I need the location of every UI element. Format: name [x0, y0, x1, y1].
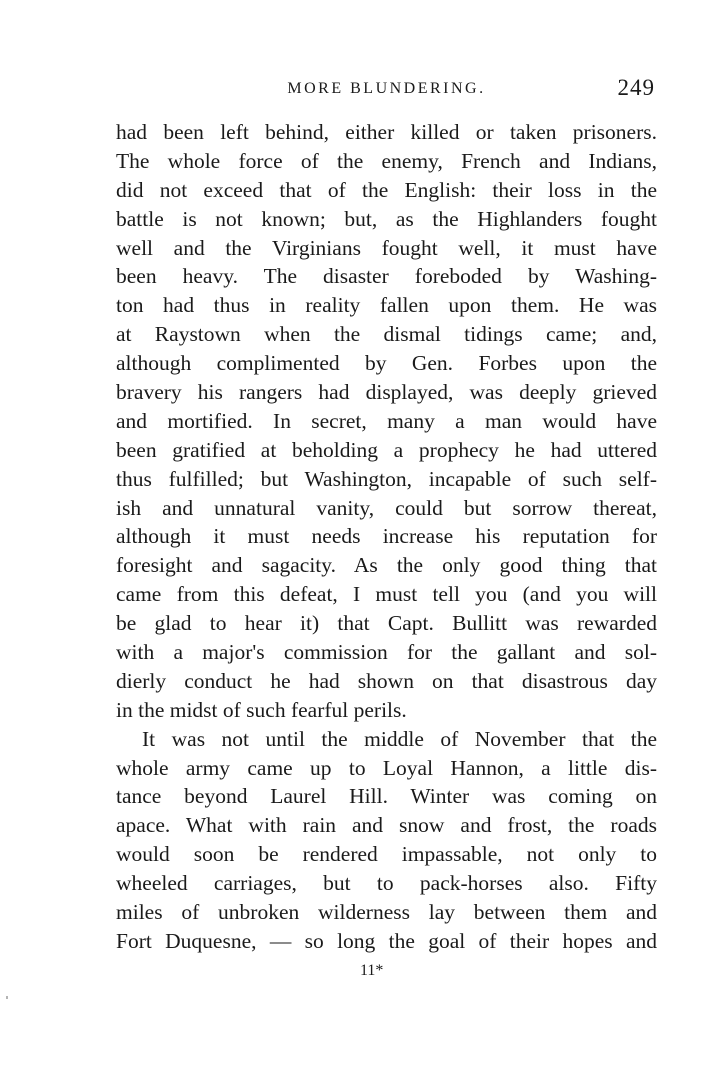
running-head: MORE BLUNDERING.: [287, 80, 486, 97]
text-line: thus fulfilled; but Washington, incapable of such self-: [116, 466, 657, 491]
text-line: The whole force of the enemy, French and Indians,: [116, 148, 657, 173]
text-line: been gratified at beholding a prophecy he had uttered: [116, 437, 657, 462]
text-line: had been left behind, either killed or taken prisoners.: [116, 120, 657, 144]
text-line: miles of unbroken wilderness lay between them and: [116, 900, 657, 925]
text-line: although complimented by Gen. Forbes upon the: [116, 351, 657, 376]
text-line: at Raystown when the dismal tidings came; and,: [116, 322, 657, 347]
text-line: would soon be rendered impassable, not only to: [116, 842, 657, 867]
text-line: be glad to hear it) that Capt. Bullitt was rewarded: [116, 611, 657, 636]
text-line: Fort Duquesne, — so long the goal of their hopes and: [116, 928, 657, 953]
text-line: with a major's commission for the gallant and sol-: [116, 640, 657, 665]
text-line: ish and unnatural vanity, could but sorrow thereat,: [116, 495, 657, 520]
text-line: came from this defeat, I must tell you (and you will: [116, 582, 657, 607]
text-line: well and the Virginians fought well, it must have: [116, 235, 657, 260]
page-number: 249: [617, 75, 655, 100]
text-line: dierly conduct he had shown on that disastrous day: [116, 668, 657, 693]
text-line: ton had thus in reality fallen upon them. He was: [116, 293, 657, 318]
text-line: wheeled carriages, but to pack-horses also. Fifty: [116, 871, 657, 896]
text-line: battle is not known; but, as the Highlanders fought: [116, 206, 657, 231]
text-line: apace. What with rain and snow and frost, the roads: [116, 813, 657, 838]
paragraph-end-line: in the midst of such fearful perils.: [116, 697, 407, 722]
text-line: been heavy. The disaster foreboded by Washing-: [116, 264, 657, 289]
text-line: bravery his rangers had displayed, was deeply grieved: [116, 380, 657, 405]
signature-mark: 11*: [360, 962, 384, 979]
text-line: did not exceed that of the English: their loss in the: [116, 177, 657, 202]
text-line: tance beyond Laurel Hill. Winter was coming on: [116, 784, 657, 809]
text-line: although it must needs increase his reputation for: [116, 524, 657, 549]
page-header: [116, 76, 657, 102]
margin-speck: [6, 996, 8, 999]
text-line: foresight and sagacity. As the only good thing that: [116, 553, 657, 578]
paragraph-start-line: It was not until the middle of November that the: [142, 726, 657, 751]
text-line: and mortified. In secret, many a man would have: [116, 408, 657, 433]
text-line: whole army came up to Loyal Hannon, a little dis-: [116, 755, 657, 780]
body-text: [116, 118, 657, 956]
